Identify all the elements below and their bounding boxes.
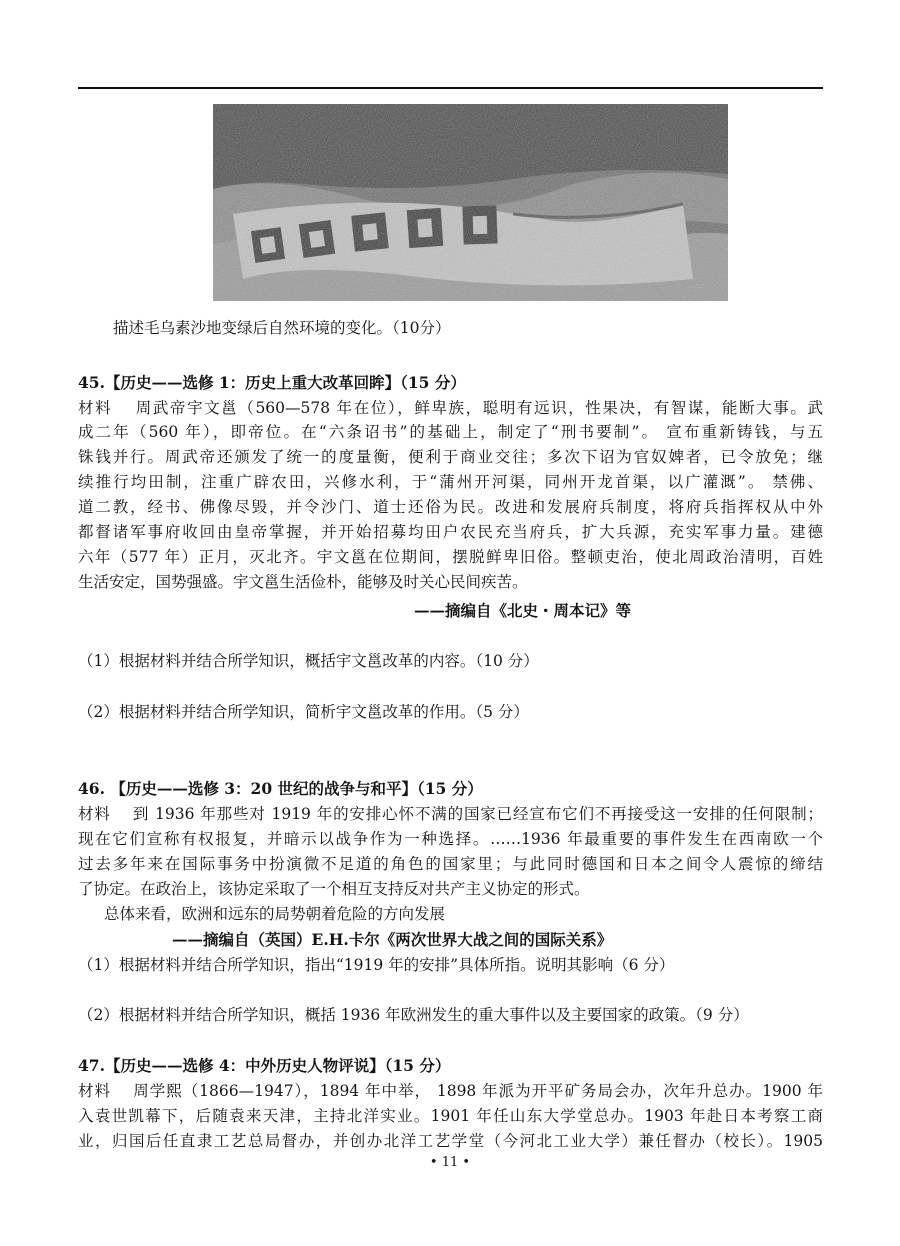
q46-material-line: 现在它们宣称有权报复，并暗示以战争作为一种选择。……1936 年最重要的事件发生在西南欧一个 xyxy=(78,830,823,848)
q45-material-line: 六年（577 年）正月，灭北齐。宇文邕在位期间，摆脱鲜卑旧俗。整顿吏治，使北周政治清明，百姓 xyxy=(78,548,823,566)
q45-material-line: 铢钱并行。周武帝还颁发了统一的度量衡，便利于商业交往；多次下诏为官奴婢者，已令放免；继 xyxy=(78,448,823,466)
q46-source: ——摘编自（英国）E.H.卡尔《两次世界大战之间的国际关系》 xyxy=(172,930,613,949)
q46-material-line: 过去多年来在国际事务中扮演微不足道的角色的国家里；与此同时德国和日本之间令人震惊的缔结 xyxy=(78,855,823,873)
q46-summary: 总体来看，欧洲和远东的局势朝着危险的方向发展 xyxy=(104,905,446,923)
q46-subquestion-2: （2）根据材料并结合所学知识，概括 1936 年欧洲发生的重大事件以及主要国家的政策。（9 分） xyxy=(78,1006,749,1024)
q47-title: 47.【历史——选修 4：中外历史人物评说】（15 分） xyxy=(78,1056,451,1075)
q45-material-line: 都督诸军事府收回由皇帝掌握，并开始招募均田户农民充当府兵，扩大兵源，充实军事力量。建德 xyxy=(78,523,823,541)
q45-material-line: 道二教，经书、佛像尽毁，并令沙门、道士还俗为民。改进和发展府兵制度，将府兵指挥权从中外 xyxy=(78,498,823,516)
q44-prompt: 描述毛乌素沙地变绿后自然环境的变化。（10分） xyxy=(113,319,451,337)
q45-title: 45.【历史——选修 1：历史上重大改革回眸】（15 分） xyxy=(78,373,466,392)
q47-material-line: 业，归国后任直隶工艺总局督办，并创办北洋工艺学堂（今河北工业大学）兼任督办（校长）。1905 xyxy=(78,1132,823,1150)
q45-material-line: 材料 周武帝宇文邕（560—578 年在位），鲜卑族，聪明有远识，性果决，有智谋，能断大事。武 xyxy=(78,399,823,417)
q45-material-line: 生活安定，国势强盛。宇文邕生活俭朴，能够及时关心民间疾苦。 xyxy=(78,573,528,591)
header-rule xyxy=(78,87,823,89)
q45-material-line: 成二年（560 年），即帝位。在“六条诏书”的基础上，制定了“刑书要制”。 宣布重新铸钱，与五 xyxy=(78,423,823,441)
q47-material-line: 材料 周学熙（1866—1947），1894 年中举， 1898 年派为开平矿务局会办，次年升总办。1900 年 xyxy=(78,1082,823,1100)
desert-landscape-image xyxy=(213,104,728,301)
q47-material-line: 入袁世凯幕下，后随袁来天津，主持北洋实业。1901 年任山东大学堂总办。1903 年赴日本考察工商 xyxy=(78,1107,823,1125)
q45-subquestion-2: （2）根据材料并结合所学知识，简析宇文邕改革的作用。（5 分） xyxy=(78,703,529,721)
q45-material-line: 续推行均田制，注重广辟农田，兴修水利，于“蒲州开河渠，同州开龙首渠，以广灌溉”。 禁佛、 xyxy=(78,473,823,491)
desert-photo xyxy=(213,104,728,301)
q45-subquestion-1: （1）根据材料并结合所学知识，概括宇文邕改革的内容。（10 分） xyxy=(78,652,539,670)
q45-source: ——摘编自《北史・周本记》等 xyxy=(414,601,632,620)
q46-subquestion-1: （1）根据材料并结合所学知识，指出“1919 年的安排”具体所指。说明其影响（6 分） xyxy=(78,956,675,974)
page-number: • 11 • xyxy=(429,1155,471,1170)
q46-title: 46. 【历史——选修 3：20 世纪的战争与和平】（15 分） xyxy=(78,779,483,798)
q46-material-line: 材料 到 1936 年那些对 1919 年的安排心怀不满的国家已经宣布它们不再接受这一安排的任何限制； xyxy=(78,805,823,823)
q46-material-line: 了协定。在政治上，该协定采取了一个相互支持反对共产主义协定的形式。 xyxy=(78,880,590,898)
